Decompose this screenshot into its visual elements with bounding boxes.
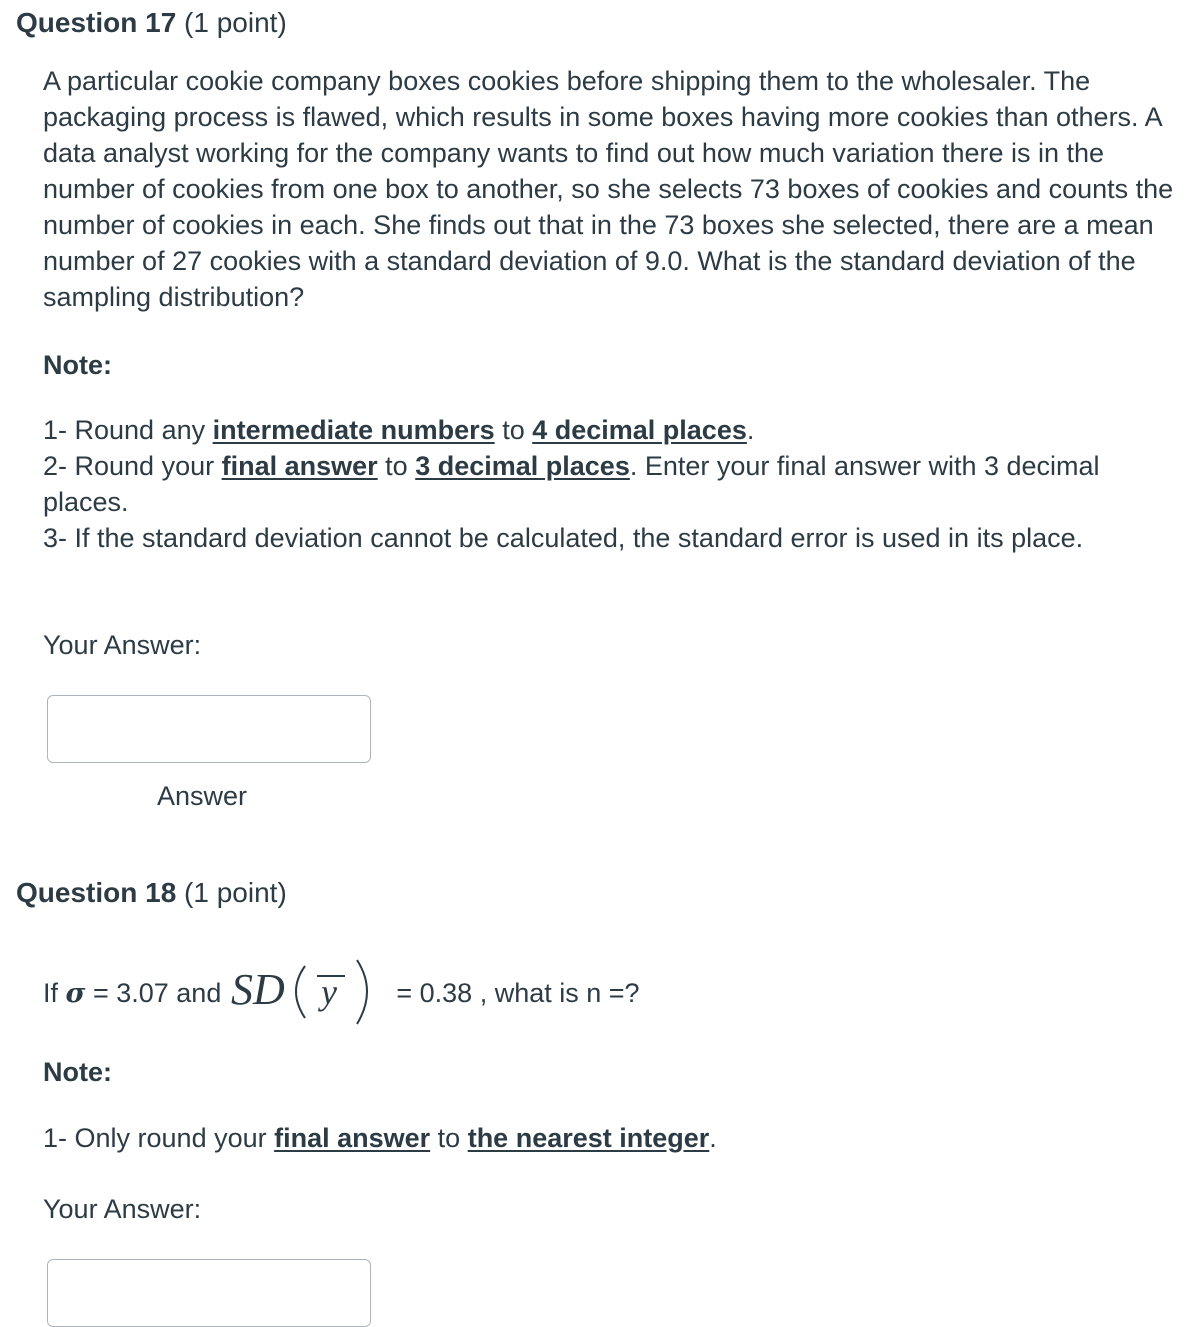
question-17-notes [43,412,1183,556]
sd-value-text: = 0.38 , what is n =? [396,978,640,1009]
right-paren [357,960,367,1024]
question-points: (1 point) [184,877,287,908]
question-18-header [16,876,287,910]
formula-if-text: If [43,978,59,1009]
note-label: Note: [43,1057,112,1087]
question-18-formula [43,960,640,1030]
question-stem-text: A particular cookie company boxes cookies before shipping them to the wholesaler. The packaging process is flawed, which results in some boxes having more cookies than others. A data analyst working for the company wants to find out how much variation there is in the number of cookies from one box to another, so she selects 73 boxes of cookies and counts the number of cookies in each. She finds out that in the 73 boxes she selected, there are a mean number of 27 cookies with a standard deviation of 9.0. What is the standard deviation of the sampling distribution? [43,66,1174,312]
question-18-notes [43,1120,1183,1156]
sigma-symbol: σ [65,978,86,1010]
question-17-stem [43,63,1183,315]
question-17-header [16,6,287,40]
sd-label: SD [230,965,285,1014]
answer-input-q17[interactable] [47,695,371,763]
question-points: (1 point) [184,7,287,38]
answer-caption: Answer [157,781,248,811]
note-item-3: 3- If the standard deviation cannot be calculated, the standard error is used in its place. [43,523,1084,553]
emphasis-3-decimal-places: 3 decimal places [415,451,630,481]
note-item-1: 1- Round any intermediate numbers to 4 decimal places. [43,415,755,445]
note-item-2: 2- Round your final answer to 3 decimal places. Enter your final answer with 3 decimal places. [43,451,1100,517]
left-paren [296,966,305,1018]
sigma-value-text: = 3.07 and [92,978,222,1009]
emphasis-intermediate-numbers: intermediate numbers [212,415,495,445]
emphasis-final-answer: final answer [274,1123,431,1153]
question-title: Question 18 [16,877,177,908]
emphasis-final-answer: final answer [221,451,378,481]
emphasis-nearest-integer: the nearest integer [467,1123,710,1153]
emphasis-4-decimal-places: 4 decimal places [532,415,747,445]
your-answer-label: Your Answer: [43,630,202,660]
note-label: Note: [43,350,112,380]
sd-ybar-expression [229,956,389,1026]
your-answer-label: Your Answer: [43,1194,202,1224]
note-item-1: 1- Only round your final answer to the nearest integer. [43,1123,717,1153]
ybar-symbol: y [320,972,337,1012]
question-title: Question 17 [16,7,177,38]
answer-input-q18[interactable] [47,1259,371,1327]
